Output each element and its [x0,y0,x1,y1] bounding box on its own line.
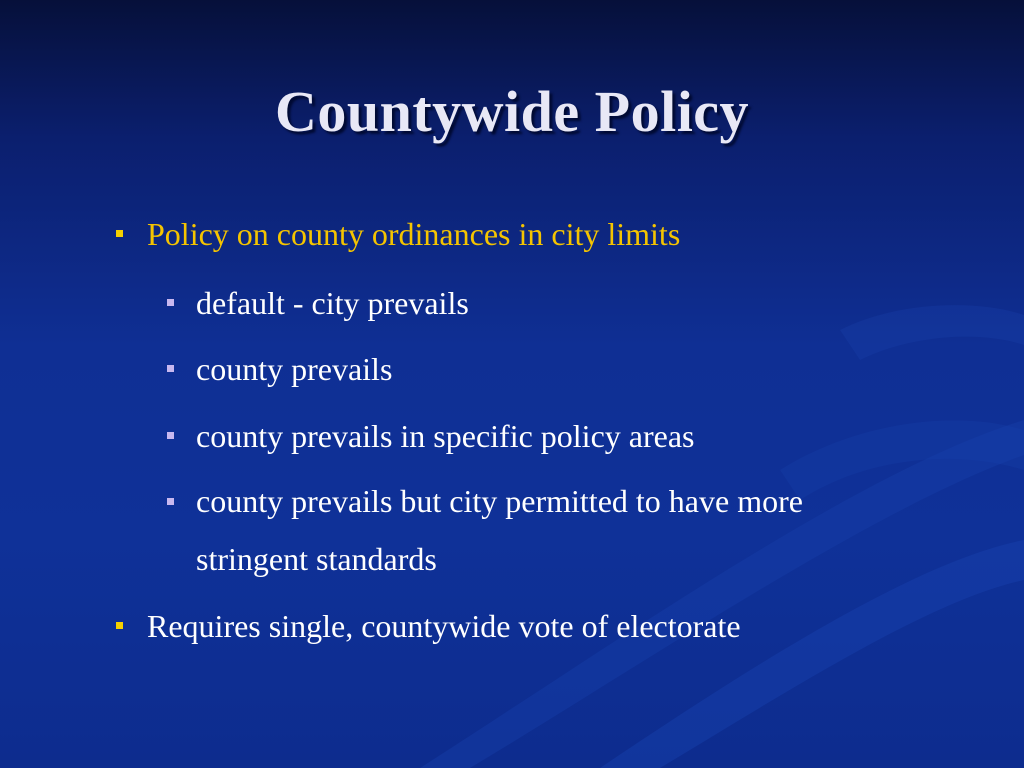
sub-bullet-item [167,418,694,454]
square-sub-bullet-icon [167,498,174,505]
bullet-item-policy [116,216,680,252]
sub-bullet-text: default - city prevails [196,285,469,321]
sub-bullet-text: county prevails but city permitted to have more stringent standards [196,483,803,577]
sub-bullet-item [167,285,469,321]
square-sub-bullet-icon [167,432,174,439]
bullet-item-requires [116,608,741,644]
slide-title: Countywide Policy [274,79,750,144]
sub-bullet-text: county prevails in specific policy areas [196,418,695,454]
bullet-text: Policy on county ordinances in city limits [147,216,681,252]
sub-bullet-item [167,472,856,588]
sub-bullet-text: county prevails [196,351,393,387]
square-sub-bullet-icon [167,365,174,372]
bullet-text: Requires single, countywide vote of electorate [147,608,741,644]
square-bullet-icon [116,622,123,629]
square-sub-bullet-icon [167,299,174,306]
sub-bullet-item [167,351,392,387]
square-bullet-icon [116,230,123,237]
